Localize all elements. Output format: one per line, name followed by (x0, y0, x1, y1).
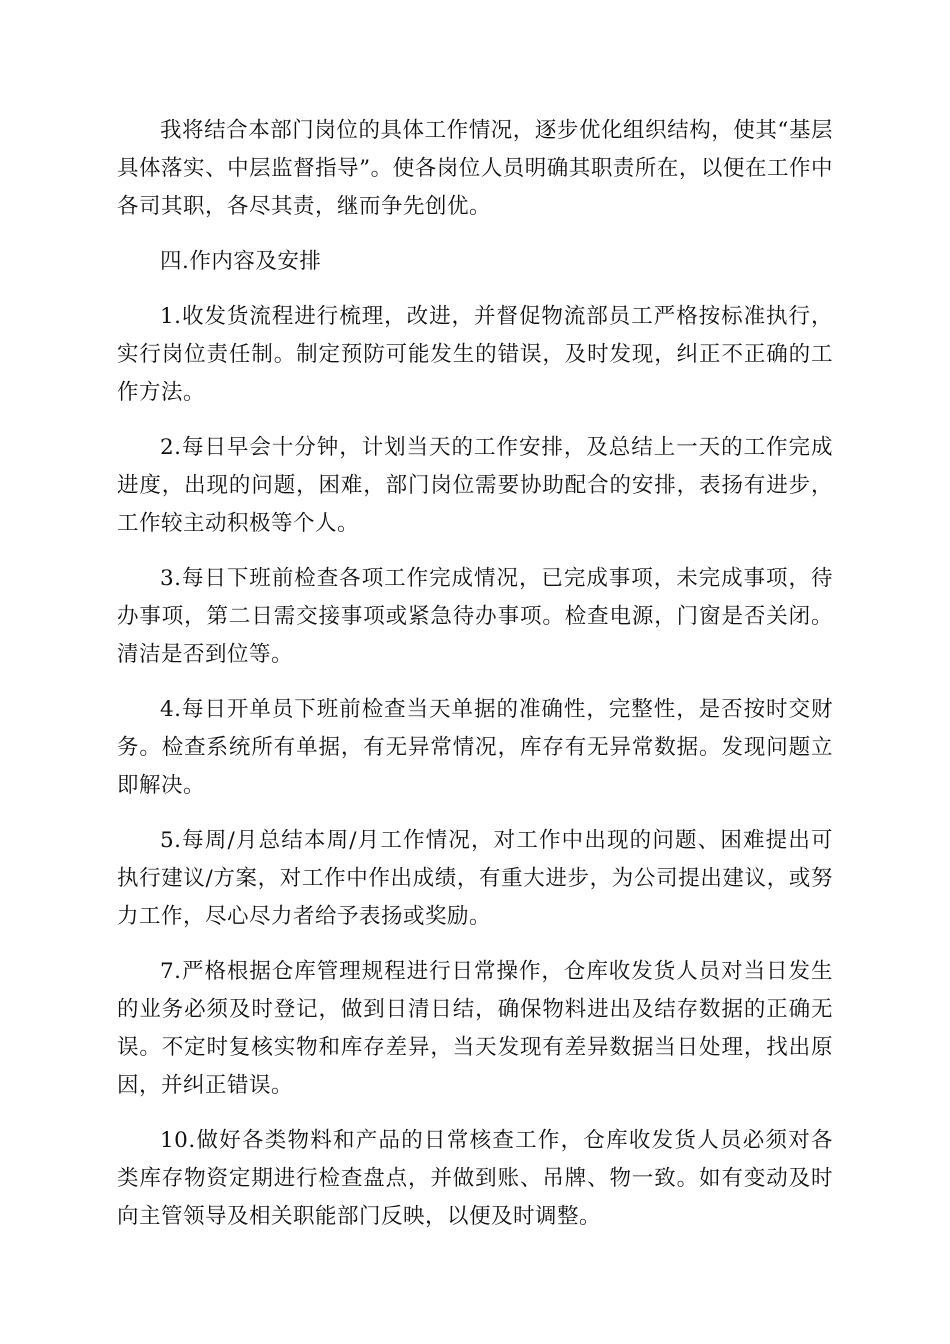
item-paragraph-2: 2.每日早会十分钟，计划当天的工作安排，及总结上一天的工作完成进度，出现的问题，困难，部门岗位需要协助配合的安排，表扬有进步，工作较主动积极等个人。 (117, 435, 833, 536)
intro-paragraph: 我将结合本部门岗位的具体工作情况，逐步优化组织结构，使其“基层具体落实、中层监督指导”。使各岗位人员明确其职责所在，以便在工作中各司其职，各尽其责，继而争先创优。 (117, 118, 833, 219)
item-paragraph-3: 3.每日下班前检查各项工作完成情况，已完成事项，未完成事项，待办事项，第二日需交接事项或紧急待办事项。检查电源，门窗是否关闭。清洁是否到位等。 (117, 566, 833, 667)
section-heading: 四.作内容及安排 (160, 249, 322, 274)
item-paragraph-7: 7.严格根据仓库管理规程进行日常操作，仓库收发货人员对当日发生的业务必须及时登记，做到日清日结，确保物料进出及结存数据的正确无误。不定时复核实物和库存差异，当天发现有差异数据当日处理，找出原因，并纠正错误。 (117, 959, 833, 1098)
item-paragraph-1: 1.收发货流程进行梳理，改进，并督促物流部员工严格按标准执行，实行岗位责任制。制定预防可能发生的错误，及时发现，纠正不正确的工作方法。 (117, 304, 833, 405)
item-paragraph-10: 10.做好各类物料和产品的日常核查工作，仓库收发货人员必须对各类库存物资定期进行检查盘点，并做到账、吊牌、物一致。如有变动及时向主管领导及相关职能部门反映，以便及时调整。 (117, 1128, 833, 1229)
item-paragraph-4: 4.每日开单员下班前检查当天单据的准确性，完整性，是否按时交财务。检查系统所有单据，有无异常情况，库存有无异常数据。发现问题立即解决。 (117, 697, 833, 798)
document-page (117, 112, 833, 1253)
item-paragraph-5: 5.每周/月总结本周/月工作情况，对工作中出现的问题、困难提出可执行建议/方案，对工作中作出成绩，有重大进步，为公司提出建议，或努力工作，尽心尽力者给予表扬或奖励。 (117, 828, 833, 929)
